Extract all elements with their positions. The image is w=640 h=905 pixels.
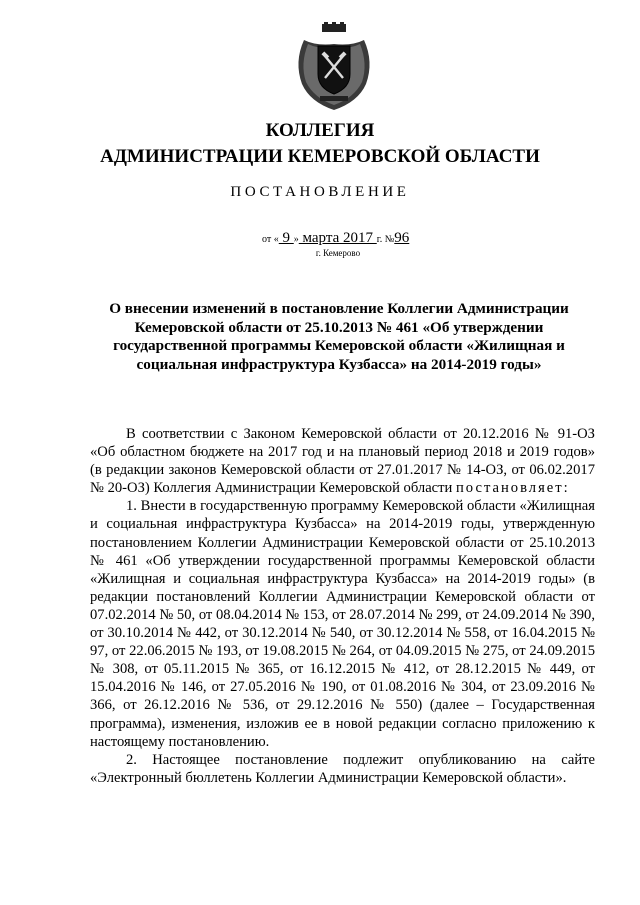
- document-number: 96: [394, 230, 410, 246]
- org-title-line2: АДМИНИСТРАЦИИ КЕМЕРОВСКОЙ ОБЛАСТИ: [100, 146, 540, 167]
- document-type: ПОСТАНОВЛЕНИЕ: [230, 184, 410, 200]
- document-body: [90, 425, 595, 787]
- resolves-word: постановляет:: [456, 480, 570, 497]
- preamble-paragraph: [90, 425, 595, 497]
- date-month-year: марта 2017: [298, 230, 377, 246]
- preamble-text: В соответствии с Законом Кемеровской области от 20.12.2016 № 91-ОЗ «Об областном бюджете на 2017 год и на плановый период 2018 и 2019 годов» (в редакции законов Кемеровской области от 27.01.2017 № 14-ОЗ, от 06.02.2017 № 20-ОЗ) Коллегия Администрации Кемеровской области: [90, 426, 595, 497]
- coat-of-arms-emblem: [294, 22, 374, 112]
- date-line: [262, 230, 409, 248]
- city-name: г. Кемерово: [315, 248, 361, 258]
- item-1-paragraph: 1. Внести в государственную программу Кемеровской области «Жилищная и социальная инфраструктура Кузбасса» на 2014-2019 годы, утвержденную постановлением Коллегии Администрации Кемеровской области от 25.10.2013 № 461 «Об утверждении государственной программы Кемеровской области «Жилищная и социальная инфраструктура Кузбасса» на 2014-2019 годы» (в редакции постановлений Коллегии Администрации Кемеровской области от 07.02.2014 № 50, от 08.04.2014 № 153, от 28.07.2014 № 299, от 24.09.2014 № 390, от 30.10.2014 № 442, от 30.12.2014 № 540, от 30.12.2014 № 558, от 16.04.2015 № 97, от 22.06.2015 № 193, от 19.08.2015 № 264, от 04.09.2015 № 275, от 24.09.2015 № 308, от 05.11.2015 № 365, от 16.12.2015 № 412, от 28.12.2015 № 449, от 15.04.2016 № 146, от 27.05.2016 № 190, от 01.08.2016 № 304, от 23.09.2016 № 366, от 26.12.2016 № 536, от 29.12.2016 № 550) (далее – Государственная программа), изменения, изложив ее в новой редакции согласно приложению к настоящему постановлению.: [90, 498, 595, 750]
- date-year-suffix: г.: [376, 234, 383, 245]
- date-quote: »: [293, 234, 299, 245]
- number-sign: №: [384, 234, 395, 245]
- org-title-line1: КОЛЛЕГИЯ: [265, 120, 375, 141]
- date-prefix: от «: [262, 234, 279, 245]
- item-2-paragraph: 2. Настоящее постановление подлежит опубликованию на сайте «Электронный бюллетень Коллегии Администрации Кемеровской области».: [90, 751, 595, 786]
- date-day: 9: [278, 230, 294, 246]
- document-subject: О внесении изменений в постановление Коллегии Администрации Кемеровской области от 25.10.2013 № 461 «Об утверждении государственной программы Кемеровской области «Жилищная и социальная инфраструктура Кузбасса» на 2014-2019 годы»: [109, 300, 569, 373]
